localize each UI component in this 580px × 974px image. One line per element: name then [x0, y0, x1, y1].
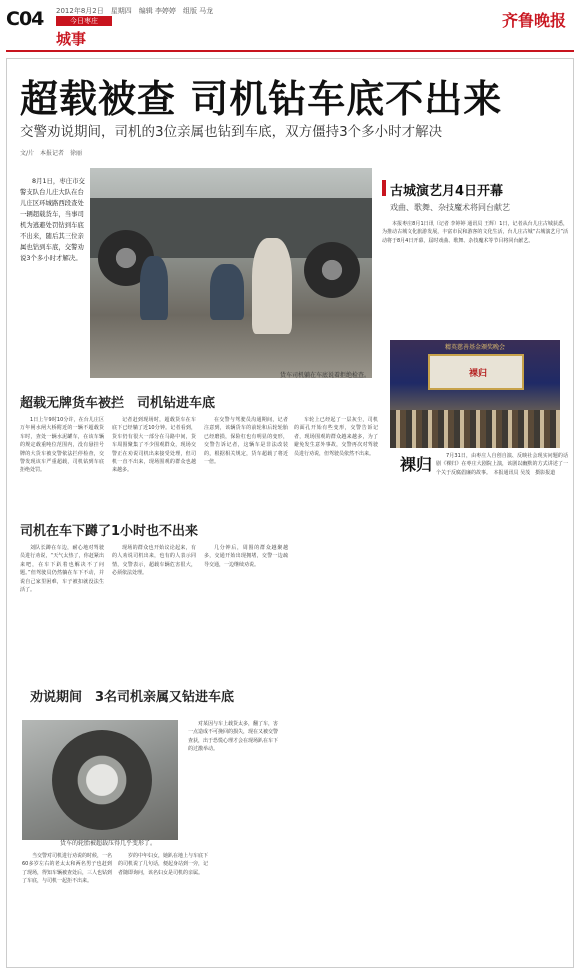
- article-headline: 超载被查 司机钻车底不出来: [20, 77, 503, 121]
- drama-caption-text: 7月31日，由枣庄人自创自演、反映社会现实问题的话剧《裸归》在枣庄大剧院上演，该剧以幽默的方式讲述了一个关于反腐倡廉的故事。 本报通讯员 吴茂 摄影报道: [436, 453, 568, 476]
- body-column-1: 1日上午9时10分许，在台儿庄区万年闸水闸大桥附近的一辆不超载货车时，查处一辆水泥罐车，在该车辆的规定载重吨位范围内，没有悬挂号牌的大货车被交警依法拦停检查，交警发现该车严重超载，司机钻到车底拒绝处罚。: [20, 417, 104, 474]
- body-column-2: 记者赶到现场时，超载货车在车底下已经躺了近10分钟。记者看到，货车仍有很大一部分在马路中间，货车周围聚集了不少围观群众，现场交警正在劝说司机出来接受处理，但司机一直不出来，现场围观的群众也越来越多。: [112, 417, 196, 474]
- article-lead: 8月1日，枣庄市交警支队台儿庄大队在台儿庄区环城路西段查处一辆超载货车，当事司机为逃避处罚钻到车底不出来，随后其三位亲属也钻到车底，交警劝说3个多小时才解决。: [20, 177, 85, 262]
- truck-wheel: [304, 242, 360, 298]
- body-column-8: 当交警对司机进行劝说的时候，一名60多岁左右的老太太和两名男子也赶到了现场，得知车辆被查处后，三人也钻到了车底，与司机一起拒不出来。: [22, 853, 112, 885]
- article-subhead: 交警劝说期间，司机的3位亲属也钻到车底，双方僵持3个多小时才解决: [20, 124, 443, 140]
- body-column-5: 刘队长蹲在车边，耐心地对驾驶员进行劝说，“天气太热了，你赶紧出来吧，在车下趴着也解决不了问题。”但驾驶员仍然躺在车下不动，并说自己家里困难，车子被扣就没法生活了。: [20, 545, 104, 594]
- sidebar-text: 本报枣庄8月1日讯（记者 李婷婷 通讯员 王辉）1日，记者从台儿庄古城获悉，为推动古城文化旅游发展，丰富市民和游客的文化生活，台儿庄古城“古城演艺月”活动将于8月4日开幕，届时戏曲、歌舞、杂技魔术等节目将同台献艺。: [382, 221, 568, 244]
- body-column-9: 岁的中年妇女，她趴在地上与车底下的司机说了几句话，便起身站到一旁，记者随即询问，该名妇女是司机的亲属。: [118, 853, 208, 876]
- header-meta: 2012年8月2日 星期四 编辑 李婷婷 组版 马龙: [56, 7, 214, 15]
- page-number: C04: [6, 8, 44, 30]
- body-column-4: 车轮上已经起了一层灰尘，司机的面孔开始有些变形，交警告诉记者，现场围观的群众越来越多，为了避免发生意外事故，交警再次对驾驶员进行劝说，但驾驶员依然不出来。: [294, 417, 378, 457]
- audience: [390, 410, 560, 448]
- section-heading-2: 司机在车下蹲了1小时也不出来: [20, 524, 199, 539]
- sidebar-subtitle: 戏曲、歌舞、杂技魔术将同台献艺: [390, 203, 510, 212]
- drama-photo: [390, 340, 560, 448]
- stage-title: 裸归: [468, 369, 487, 379]
- section-heading-3: 劝说期间 3名司机亲属又钻进车底: [30, 690, 235, 705]
- article-byline: 文/片 本报记者 徐丽: [20, 150, 83, 157]
- stage-screen: [428, 354, 524, 390]
- page-header: [0, 0, 580, 52]
- officer-figure: [140, 256, 168, 320]
- sidebar-accent: [382, 180, 386, 196]
- body-column-3: 在交警与驾驶员沟通期间，记者注意到，该辆货车的前轮和后轮轮胎已经磨损，保险杠也有明显的变形，交警告诉记者，这辆车是非法改装的，根据相关规定，货车超载了将近一倍。: [204, 417, 288, 466]
- section-tag: 今日枣庄: [56, 16, 112, 26]
- body-column-6: 现场的群众也开始议论起来，有的人劝说司机出来，也有的人表示同情，交警表示，超载车辆危害很大，必须依法处理。: [112, 545, 196, 577]
- tire-shape: [52, 730, 152, 830]
- photo-caption: 货车司机躺在车底说着拒绝检查。: [280, 372, 371, 379]
- officer-figure: [210, 264, 244, 320]
- sidebar-title: 古城演艺月4日开幕: [390, 184, 504, 199]
- drama-caption-title: 裸归: [400, 455, 433, 474]
- section-heading-1: 超载无牌货车被拦 司机钻进车底: [20, 396, 216, 411]
- truck-photo: [90, 168, 372, 378]
- tire-photo: [22, 720, 178, 840]
- tire-caption: 货车的轮胎被超载压得几乎变形了。: [60, 840, 157, 847]
- body-column-7: 几分钟后，周围的群众越聚越多，交通开始出现拥堵，交警一边疏导交通，一边继续劝说。: [204, 545, 288, 568]
- bystander-figure: [252, 238, 292, 334]
- photo-banner: 精英慈善基金颁奖晚会: [444, 344, 505, 351]
- body-column-10: 对某因与车上载货太多，翻了车，害一点造成不可挽回的损失，现在又被交警查获，出于恐慌心理才会在现场趴在车下的过激举动。: [188, 721, 278, 753]
- section-title: 城事: [56, 30, 87, 48]
- header-divider: [6, 50, 574, 52]
- masthead-logo: 齐鲁晚报: [501, 11, 566, 30]
- sidebar-box: [382, 168, 570, 334]
